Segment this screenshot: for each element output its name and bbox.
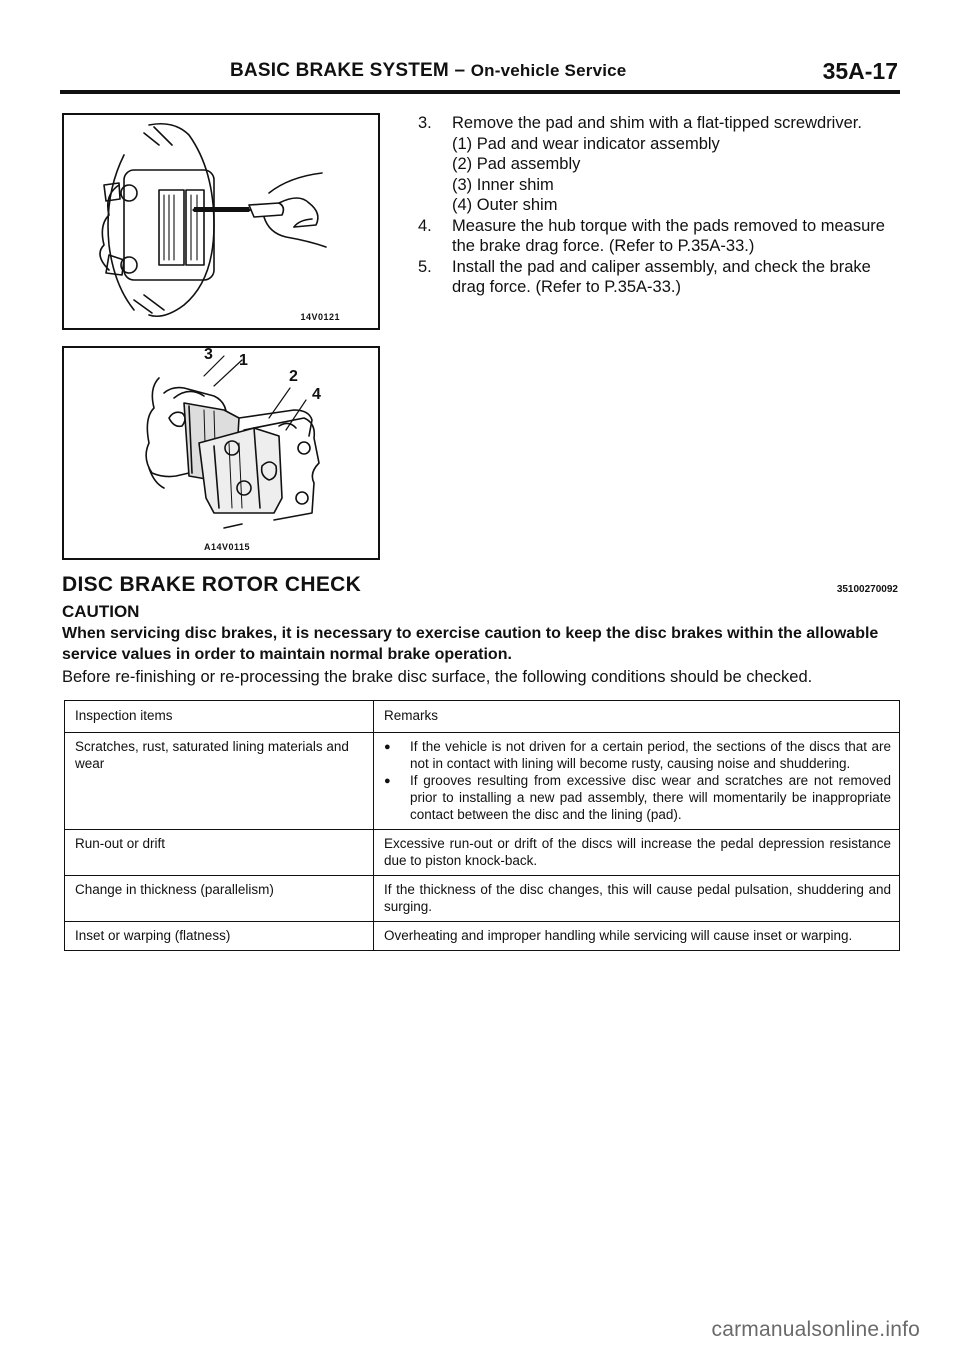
step-number: 3. [418, 114, 432, 132]
bullet-icon: ● [384, 741, 391, 753]
table-cell-item: Change in thickness (parallelism) [65, 876, 374, 922]
step-3 [418, 113, 900, 134]
step-text: Remove the pad and shim with a flat-tipped screwdriver. [452, 114, 862, 132]
caliper-figure [62, 113, 380, 330]
header-rule [60, 90, 900, 94]
table-row [65, 733, 900, 830]
sub-step-3: (3) Inner shim [452, 175, 554, 194]
callout-4: 4 [312, 386, 321, 403]
bullet-icon: ● [384, 775, 391, 787]
sub-step-1: (1) Pad and wear indicator assembly [452, 134, 720, 153]
remark-bullet [384, 772, 891, 823]
pad-shim-figure [62, 346, 380, 560]
table-cell-remark: Overheating and improper handling while servicing will cause inset or warping. [374, 922, 900, 951]
section-title: DISC BRAKE ROTOR CHECK [62, 573, 362, 596]
table-cell-item: Scratches, rust, saturated lining materials and wear [65, 733, 374, 830]
callout-1: 1 [239, 352, 248, 369]
table-cell-remark: If the thickness of the disc changes, this will cause pedal pulsation, shuddering and surging. [374, 876, 900, 922]
header-title-main: BASIC BRAKE SYSTEM [230, 60, 449, 81]
callout-3: 3 [204, 346, 213, 363]
table-cell-item: Run-out or drift [65, 830, 374, 876]
step-number: 5. [418, 257, 432, 276]
callout-2: 2 [289, 368, 298, 385]
sub-step-4: (4) Outer shim [452, 196, 558, 214]
caution-heading: CAUTION [62, 602, 140, 621]
intro-text: Before re-finishing or re-processing the brake disc surface, the following conditions should be checked. [62, 668, 813, 686]
table-row [65, 922, 900, 951]
figure-code-1: 14V0121 [300, 312, 340, 322]
step-number: 4. [418, 216, 432, 235]
step-4 [418, 216, 900, 257]
table-header-row [65, 701, 900, 733]
table-header-cell: Inspection items [65, 701, 374, 733]
pad-shim-illustration [64, 348, 378, 558]
section-code: 35100270092 [836, 584, 898, 595]
inspection-table [64, 700, 900, 951]
header-title-sub: On-vehicle Service [470, 61, 627, 80]
bullet-text: If grooves resulting from excessive disc wear and scratches are not removed prior to installing a new pad assembly, there will momentarily be inappropriate contact between the disc and the lining (pad). [410, 773, 891, 822]
watermark: carmanualsonline.info [711, 1318, 920, 1341]
table-header-cell: Remarks [374, 701, 900, 733]
procedure-steps [418, 113, 900, 298]
sub-step-2: (2) Pad assembly [452, 155, 581, 173]
step-5 [418, 257, 900, 298]
figure-code-2: A14V0115 [204, 542, 251, 552]
table-row [65, 876, 900, 922]
table-row [65, 830, 900, 876]
step-text: Measure the hub torque with the pads removed to measure the brake drag force. (Refer to P.35A-33.) [452, 216, 885, 255]
table-cell-remark [374, 733, 900, 830]
page-header-title [230, 60, 626, 82]
page-number: 35A-17 [822, 58, 898, 84]
table-cell-item: Inset or warping (flatness) [65, 922, 374, 951]
caliper-screwdriver-illustration [64, 115, 378, 328]
remark-bullet [384, 738, 891, 772]
table-cell-remark: Excessive run-out or drift of the discs will increase the pedal depression resistance due to piston knock-back. [374, 830, 900, 876]
header-title-dash: – [454, 60, 466, 81]
caution-text: When servicing disc brakes, it is necessary to exercise caution to keep the disc brakes within the allowable service values in order to maintain normal brake operation. [62, 625, 879, 663]
step-text: Install the pad and caliper assembly, and check the brake drag force. (Refer to P.35A-33.) [452, 257, 871, 296]
bullet-text: If the vehicle is not driven for a certain period, the sections of the discs that are not in contact with lining will become rusty, causing noise and shuddering. [410, 739, 891, 771]
